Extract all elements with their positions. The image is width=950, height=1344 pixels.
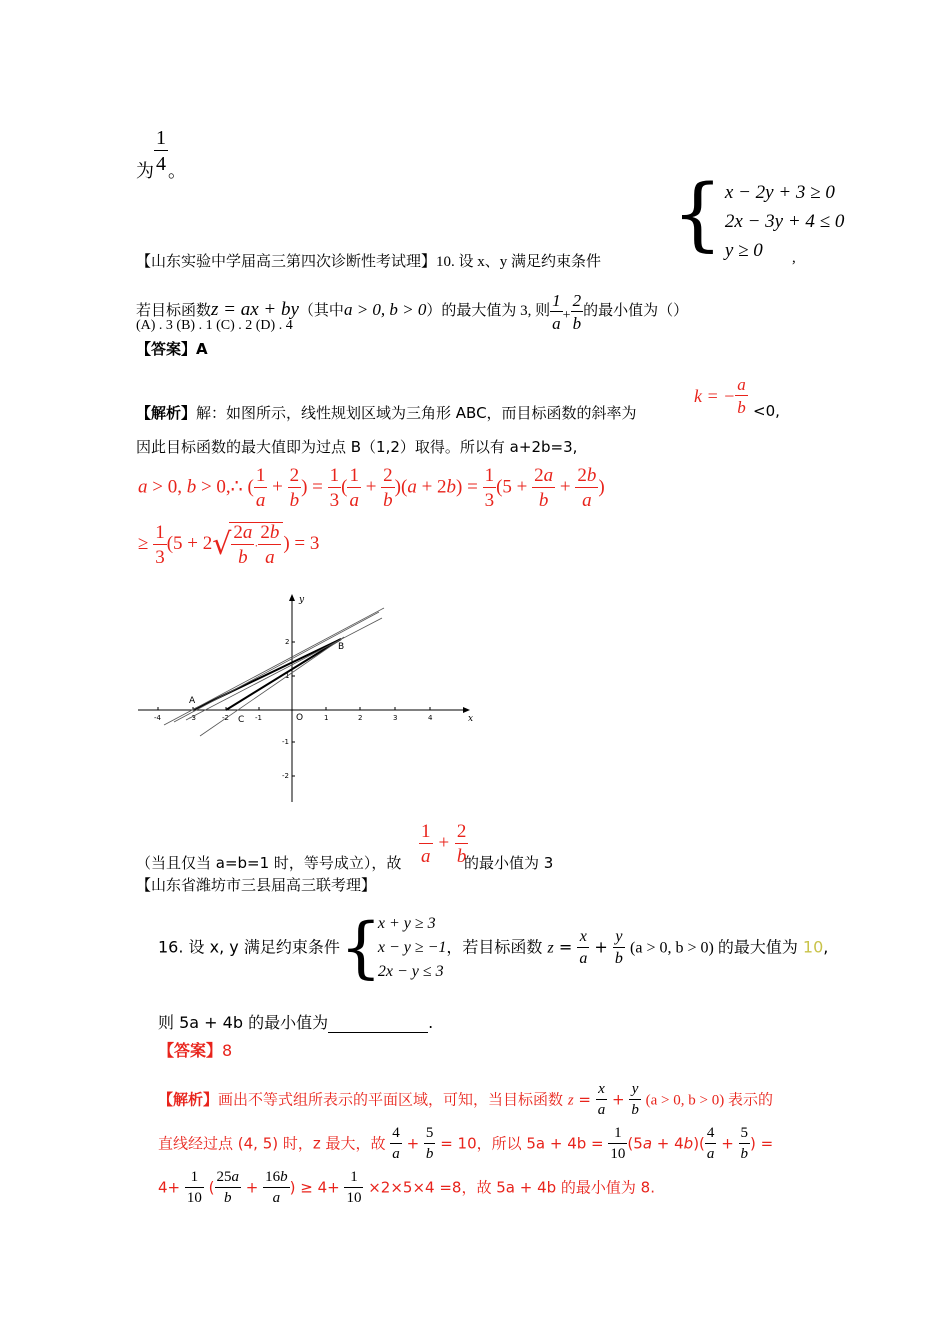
q16-statement: 16. 设 x, y 满足约束条件{ x + y ≥ 3 x − y ≥ −1 2x − y ≤ 3 ，若目标函数 z = $\frac{x}{a}$ + $\frac{y}{b}$ (a > 0, b > 0) 的最大值为 10, <box>158 909 829 986</box>
q10-trailing-comma: , <box>792 250 796 266</box>
q10-conclusion-tail: 的最小值为 3 <box>464 854 554 872</box>
q16-question-line: 则 5a + 4b 的最小值为 . <box>158 1013 434 1032</box>
point-c-label: C <box>238 715 245 725</box>
y-tick-label: 2 <box>285 638 290 646</box>
x-tick-label: -3 <box>189 714 196 722</box>
q16-analysis-line-3: 4+ $\frac{1}{10}$ ( $\frac{25a}{b}$ + $\frac{16b}{a}$ ) ≥ 4+ $\frac{1}{10}$ ×2×5×4 =8，故 5a + 4b 的最小值为 8. <box>158 1169 655 1206</box>
x-axis-arrow <box>463 707 470 713</box>
q16-constraint-2: x − y ≥ −1 <box>377 939 447 956</box>
q10-derivation-1: a > 0, b > 0,∴ ( $\frac{1}{a}$ + $\frac{2}{b}$ ) = $\frac{1}{3}$ ( $\frac{1}{a}$ + $\frac{2}{b}$ )(a + 2b) = $\frac{1}{3}$ (5 + $\frac{2a}{b}$ + $\frac{2b}{a}$ ) <box>138 465 605 511</box>
feasible-region-graph <box>134 590 478 804</box>
objective-line <box>174 612 379 722</box>
q10-conclusion-expression: $\frac{1}{a}$ + $\frac{2}{b}$ <box>421 821 467 867</box>
q10-constraint-system: { x − 2y + 3 ≥ 0 2x − 3y + 4 ≤ 0 y ≥ 0 <box>672 174 844 265</box>
q16-max-value: 10 <box>802 937 824 957</box>
q10-answer: 【答案】A <box>136 340 208 358</box>
y-axis-arrow <box>289 594 295 601</box>
prev-answer-suffix: 。 <box>168 161 186 182</box>
point-b-label: B <box>338 642 345 652</box>
q10-conclusion: （当且仅当 a=b=1 时，等号成立），故 <box>136 854 402 872</box>
point-a-label: A <box>189 696 196 706</box>
q16-constraint-1: x + y ≥ 3 <box>377 915 436 932</box>
objective-line <box>186 618 382 720</box>
q16-answer: 【答案】8 <box>158 1041 233 1060</box>
y-tick-label: 1 <box>285 672 290 680</box>
x-tick-label: -4 <box>154 714 161 722</box>
q10-analysis-line-2: 因此目标函数的最大值即为过点 B（1,2）取得。所以有 a+2b=3, <box>136 438 578 456</box>
x-tick-label: 2 <box>358 714 363 722</box>
q10-target-fraction: $\frac{1}{a}$ <box>552 291 561 333</box>
q10-constraint-3: y ≥ 0 <box>724 240 763 261</box>
x-tick-label: -2 <box>222 714 229 722</box>
answer-blank[interactable] <box>328 1016 428 1033</box>
x-tick-label: 3 <box>393 714 398 722</box>
prev-answer <box>136 128 186 183</box>
q10-slope-tail: <0, <box>753 402 780 420</box>
q10-analysis-line-1: 【解析】解：如图所示，线性规划区域为三角形 ABC，而目标函数的斜率为 <box>136 404 637 422</box>
y-tick-label: -1 <box>282 738 289 746</box>
x-tick-label: -1 <box>255 714 262 722</box>
q16-analysis-line-1: 【解析】画出不等式组所表示的平面区域，可知，当目标函数 z = $\frac{x}{a}$ + $\frac{y}{b}$ (a > 0, b > 0) 表示的 <box>158 1081 773 1118</box>
origin-label: O <box>296 713 304 723</box>
prev-answer-fraction: $\frac{1}{4}$ <box>156 127 166 175</box>
x-tick-label: 4 <box>428 714 433 722</box>
q10-constraint-2: 2x − 3y + 4 ≤ 0 <box>724 211 845 232</box>
prev-answer-prefix: 为 <box>136 161 154 182</box>
q10-constraint-1: x − 2y + 3 ≥ 0 <box>724 182 835 203</box>
edge-ab <box>193 639 341 710</box>
q16-source-header: 【山东省潍坊市三县届高三联考理】 <box>136 878 377 894</box>
q16-constraint-3: 2x − y ≤ 3 <box>377 963 444 980</box>
q10-derivation-2: ≥ $\frac{1}{3}$ (5 + 2√ $\frac{2a}{b}$ · $\frac{2b}{a}$ ) = 3 <box>138 521 320 568</box>
objective-line <box>164 608 384 725</box>
q10-objective: z = ax + by <box>211 299 299 320</box>
x-tick-label: 1 <box>324 714 329 722</box>
q10-source-line: 【山东实验中学届高三第四次诊断性考试理】10. 设 x、y 满足约束条件 <box>136 254 602 270</box>
objective-line <box>200 637 344 736</box>
y-tick-label: -2 <box>282 772 289 780</box>
edge-bc <box>226 639 341 710</box>
q10-slope-expression: k = − $\frac{a}{b}$ <box>694 375 746 417</box>
q10-condition: a > 0, b > 0 <box>343 300 427 319</box>
q16-analysis-line-2: 直线经过点 (4, 5) 时，z 最大，故 $\frac{4}{a}$ + $\frac{5}{b}$ = 10，所以 5a + 4b = $\frac{1}{10}$ (5a + 4b)( $\frac{4}{a}$ + $\frac{5}{b}$ ) = <box>158 1125 774 1162</box>
q10-options: (A) . 3 (B) . 1 (C) . 2 (D) . 4 <box>136 318 293 333</box>
x-axis-label: x <box>468 714 474 724</box>
y-axis-label: y <box>299 595 305 605</box>
q10-objective-line: 若目标函数z = ax + by（其中a > 0, b > 0）的最大值为 3, 则 $\frac{1}{a}$ + $\frac{2}{b}$ 的最小值为（） <box>136 291 689 333</box>
